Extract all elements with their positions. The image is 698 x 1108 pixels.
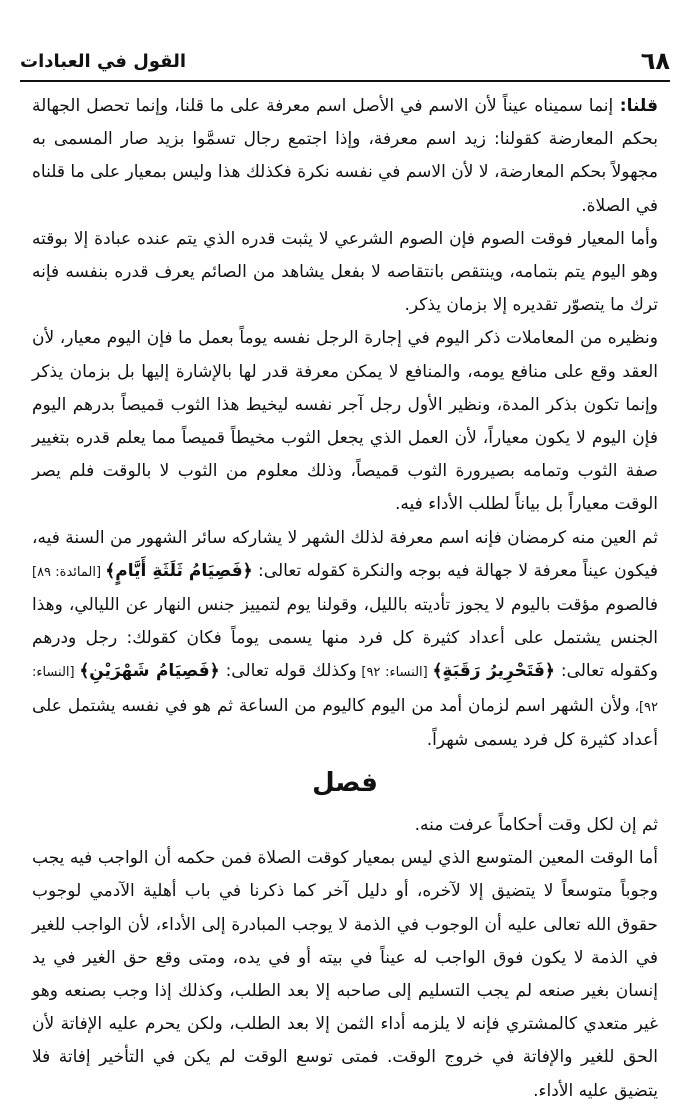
paragraph-text: إنما سميناه عيناً لأن الاسم في الأصل اسم معرفة على ما قلنا، وإنما تحصل الجهالة بحكم المعارضة كقولنا: زيد اسم معرفة، وإذا اجتمع رجال تسمَّوا بزيد صار المسمى به مجهولاً بحكم المعارضة، لا لأن الاسم في نفسه نكرة فكذلك هذا وليس بمعيار على ما قلناه في الصلاة. (32, 96, 658, 216)
quran-reference: [النساء: ٩٢]، (32, 665, 658, 715)
paragraph (32, 90, 658, 223)
page-number: ٦٨ (640, 47, 670, 75)
paragraph: ونظيره من المعاملات ذكر اليوم في إجارة الرجل نفسه يوماً بعمل ما فإن اليوم معيار، لأن العقد وقع على منافع يومه، والمنافع لا يمكن معرفة قدر لها بالإشارة إليها بل بزمان يذكر وإنما تكون بذكر المدة، ونظير الأول رجل آجر نفسه ليخيط هذا الثوب قميصاً بدرهم اليوم فإن اليوم لا يكون معياراً، لأن العمل الذي يجعل الثوب مخيطاً قميصاً مما يعلم قدره بتغيير صفة الثوب وتمامه بصيرورة الثوب قميصاً، وذلك معلوم من الثوب لا بالوقت فلم يصر الوقت معياراً بل بياناً لطلب الأداء فيه. (32, 328, 658, 515)
quran-quote: ﴿فَتَحْرِيرُ رَقَبَةٍ﴾ (432, 661, 555, 682)
paragraph-text: وكذلك قوله تعالى: (219, 661, 357, 682)
paragraph-text: ولأن الشهر اسم لزمان أمد من اليوم كاليوم من الساعة ثم هو في نفسه يشتمل على أعداد كثيرة كل فرد يسمى شهراً. (32, 695, 658, 750)
paragraph (32, 522, 658, 757)
quran-reference: [النساء: ٩٢] (356, 665, 433, 681)
quran-reference: [المائدة: ٨٩] (32, 564, 106, 580)
paragraph-text: ثم العين منه كرمضان فإنه اسم معرفة لذلك الشهر لا يشاركه سائر الشهور من السنة فيه، فيكون عيناً معرفة لا جهالة فيه بوجه والنكرة كقوله تعالى: (32, 527, 658, 581)
paragraph-lead: قلنا: (613, 96, 658, 116)
page-body (32, 90, 658, 1101)
running-title: القول في العبادات (20, 51, 187, 72)
paragraph: ثم إن لكل وقت أحكاماً عرفت منه. (414, 815, 658, 836)
quran-quote: ﴿فَصِيَامُ ثَلَثَةِ أَيَّامٍ﴾ (105, 560, 253, 581)
section-heading: فصل (312, 768, 378, 799)
running-head (20, 46, 670, 76)
quran-quote: ﴿فَصِيَامُ شَهْرَيْنِ﴾ (79, 661, 220, 682)
header-rule (20, 80, 670, 82)
paragraph: وأما المعيار فوقت الصوم فإن الصوم الشرعي لا يثبت قدره الذي يتم عنده عبادة إلا بوقته وهو اليوم يتم بتمامه، وينتقص بانتقاصه لا بفعل يشاهد من الصائم يعرف قدره بنفسه فإنه ترك ما يتصوّر تقديره إلا بزمان يذكر. (32, 228, 658, 316)
paragraph: أما الوقت المعين المتوسع الذي ليس بمعيار كوقت الصلاة فمن حكمه أن الواجب فيه يجب وجوباً متوسعاً لا يتضيق إلا لآخره، أو دليل آخر كما ذكرنا في باب أهلية الآدمي لوجوب حقوق الله تعالى عليه أن الوجوب في الذمة لا يوجب المبادرة إلى الأداء، لأن الواجب للغير في الذمة لا يكون فوق الواجب له عيناً في بيته أو في يده، ومتى وقع حق الغير في يد إنسان بغير صنعه لم يجب التسليم إلى صاحبه إلا بعد الطلب، وكذلك إذا وجب بصنعه وهو غير متعدي كالمشتري فإنه لا يلزمه أداء الثمن إلا بعد الطلب، ولكن يحرم عليه الإفاتة لأن الحق للغير والإفاتة في خروج الوقت. فمتى توسع الوقت لم يكن في التأخير إفاتة فلا يتضيق عليه الأداء. (32, 848, 658, 1101)
paragraph-text: فالصوم مؤقت باليوم لا يجوز تأديته بالليل، وقولنا يوم لتمييز جنس النهار عن الليالي، وهذا الجنس يشتمل على أعداد كثيرة كل فرد منها يسمى يوماً فكان كقولك: رجل ودرهم وكقوله تعالى: (32, 595, 658, 682)
